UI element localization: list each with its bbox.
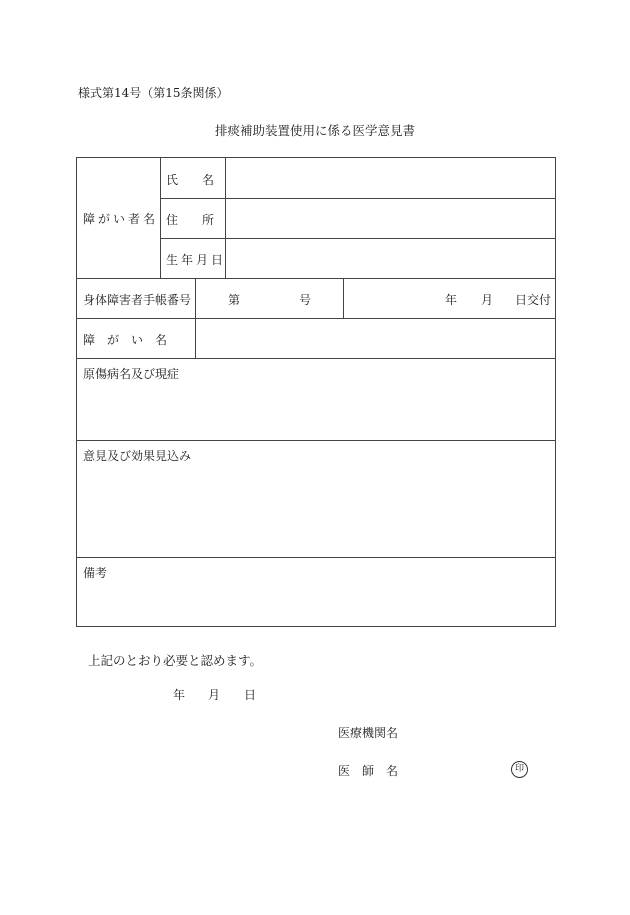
row-divider	[160, 238, 556, 239]
certification-statement: 上記のとおり必要と認めます。	[88, 653, 263, 668]
disease-label: 原傷病名及び現症	[83, 367, 180, 381]
date-month-label: 月	[208, 688, 221, 702]
date-day-label: 日	[244, 688, 257, 702]
opinion-label: 意見及び効果見込み	[83, 449, 192, 463]
row-divider	[77, 318, 556, 319]
birthdate-label: 生年月日	[166, 253, 227, 267]
opinion-field[interactable]	[83, 466, 549, 551]
issue-day-label: 日交付	[515, 293, 552, 307]
person-label: 障がい者名	[83, 212, 159, 226]
address-label: 住 所	[166, 213, 215, 227]
column-divider	[195, 278, 196, 358]
remarks-label: 備考	[83, 566, 108, 580]
remarks-field[interactable]	[83, 583, 549, 623]
seal-icon: 印	[511, 761, 528, 778]
issue-year-label: 年	[445, 293, 458, 307]
doctor-label: 医 師 名	[338, 764, 399, 778]
row-divider	[160, 198, 556, 199]
issue-month-label: 月	[481, 293, 494, 307]
disability-label: 障 が い 名	[83, 333, 168, 347]
handbook-number-prefix: 第	[228, 293, 241, 307]
name-label: 氏 名	[166, 173, 215, 187]
disease-field[interactable]	[83, 384, 549, 434]
row-divider	[77, 358, 556, 359]
date-year-label: 年	[173, 688, 186, 702]
disability-field[interactable]	[201, 331, 547, 347]
row-divider	[77, 440, 556, 441]
form-number: 様式第14号（第15条関係）	[78, 86, 229, 100]
row-divider	[77, 278, 556, 279]
birthdate-field[interactable]	[231, 251, 547, 267]
address-field[interactable]	[231, 211, 547, 227]
name-field[interactable]	[231, 171, 547, 187]
handbook-number-suffix: 号	[299, 293, 312, 307]
handbook-label: 身体障害者手帳番号	[83, 293, 192, 307]
column-divider	[343, 278, 344, 318]
document-title: 排痰補助装置使用に係る医学意見書	[214, 123, 415, 138]
institution-label: 医療機関名	[338, 726, 399, 740]
row-divider	[77, 557, 556, 558]
column-divider	[160, 158, 161, 278]
opinion-form-table	[76, 157, 556, 627]
